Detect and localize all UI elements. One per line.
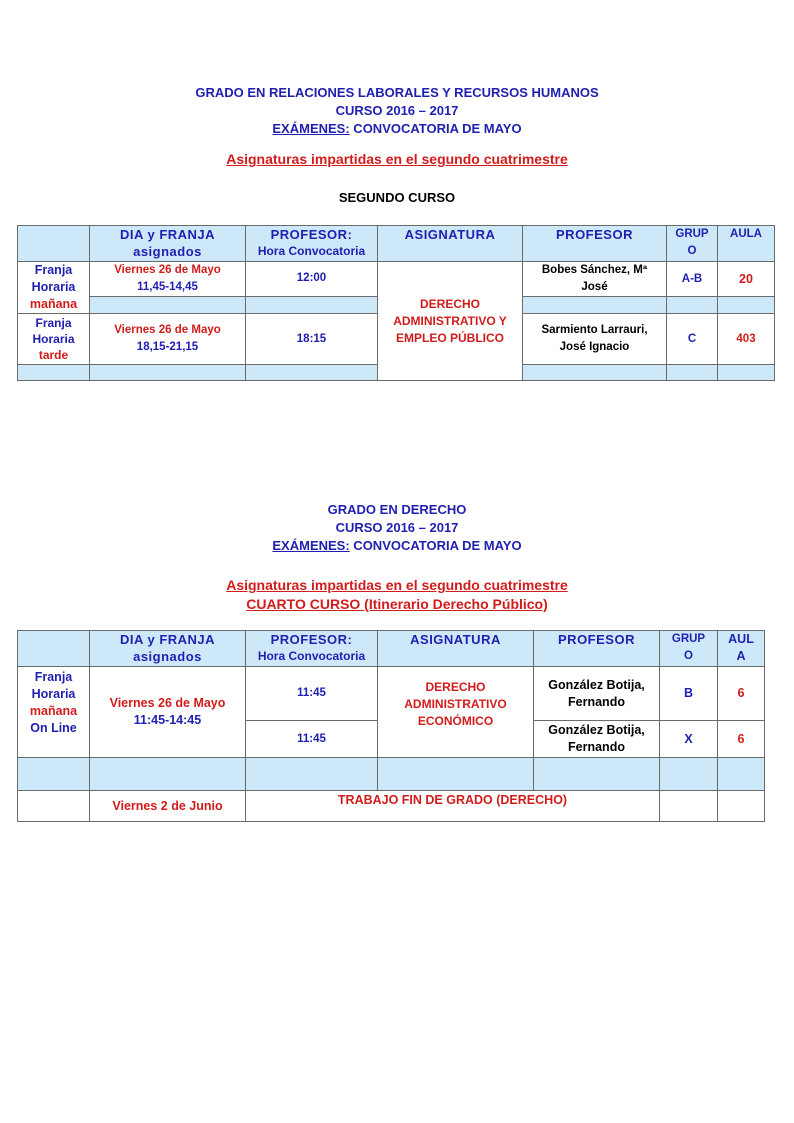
header-profesor: PROFESOR [523, 226, 667, 262]
franja-manana: Franja Horaria mañana [18, 262, 90, 314]
course-year: CURSO 2016 – 2017 [335, 520, 459, 535]
exam-line [0, 120, 794, 138]
franja-manana: Franja Horaria mañana On Line [18, 667, 90, 758]
subject-cell: DERECHO ADMINISTRATIVO Y EMPLEO PÚBLICO [378, 262, 523, 381]
room-cell: 6 [718, 667, 765, 721]
subjects-note [0, 576, 794, 594]
tfg-label-cell: TRABAJO FIN DE GRADO (DERECHO) [246, 791, 660, 822]
section1-header [0, 84, 794, 138]
group-cell: A-B [667, 262, 718, 297]
subjects-note-text: Asignaturas impartidas en el segundo cuatrimestre [226, 577, 568, 593]
section2-header [0, 501, 794, 555]
empty-cell [18, 365, 90, 381]
header-hora: PROFESOR: Hora Convocatoria [246, 631, 378, 667]
header-grupo: GRUP O [667, 226, 718, 262]
exam-date-cell: Viernes 26 de Mayo 11:45-14:45 [90, 667, 246, 758]
course-heading-text: CUARTO CURSO (Itinerario Derecho Público) [246, 596, 548, 612]
empty-cell [718, 758, 765, 791]
exam-line [0, 537, 794, 555]
table-row [18, 667, 765, 721]
professor-cell: Bobes Sánchez, Mª José [523, 262, 667, 297]
professor-cell: González Botija, Fernando [534, 721, 660, 758]
room-cell: 403 [718, 314, 775, 365]
empty-cell [718, 365, 775, 381]
empty-cell [90, 297, 246, 314]
exam-date-cell: Viernes 26 de Mayo 11,45-14,45 [90, 262, 246, 297]
empty-cell [18, 791, 90, 822]
empty-cell [523, 297, 667, 314]
header-hora: PROFESOR: Hora Convocatoria [246, 226, 378, 262]
empty-cell [660, 791, 718, 822]
empty-cell [667, 365, 718, 381]
exam-hour-cell: 12:00 [246, 262, 378, 297]
subjects-note-text: Asignaturas impartidas en el segundo cuatrimestre [226, 151, 568, 167]
degree-title: GRADO EN RELACIONES LABORALES Y RECURSOS HUMANOS [195, 85, 599, 100]
exam-convocatoria: CONVOCATORIA DE MAYO [349, 538, 522, 553]
course-year: CURSO 2016 – 2017 [335, 103, 459, 118]
professor-cell: Sarmiento Larrauri, José Ignacio [523, 314, 667, 365]
header-asignatura: ASIGNATURA [378, 631, 534, 667]
empty-cell [534, 758, 660, 791]
table-row-separator [18, 758, 765, 791]
empty-cell [246, 297, 378, 314]
exam-date-cell: Viernes 26 de Mayo 18,15-21,15 [90, 314, 246, 365]
exam-label: EXÁMENES: [272, 121, 350, 136]
empty-cell [523, 365, 667, 381]
header-grupo: GRUP O [660, 631, 718, 667]
degree-title: GRADO EN DERECHO [327, 502, 467, 517]
header-empty [18, 226, 90, 262]
tfg-date-cell: Viernes 2 de Junio [90, 791, 246, 822]
empty-cell [667, 297, 718, 314]
header-dia: DIA y FRANJA asignados [90, 631, 246, 667]
room-cell: 6 [718, 721, 765, 758]
group-cell: X [660, 721, 718, 758]
empty-cell [246, 365, 378, 381]
exam-label: EXÁMENES: [272, 538, 350, 553]
subject-cell: DERECHO ADMINISTRATIVO ECONÓMICO [378, 667, 534, 758]
exam-convocatoria: CONVOCATORIA DE MAYO [349, 121, 522, 136]
subjects-note [0, 150, 794, 168]
table-row-tfg [18, 791, 765, 822]
table-row [18, 262, 775, 297]
table-header-row [18, 631, 765, 667]
empty-cell [90, 365, 246, 381]
empty-cell [18, 758, 90, 791]
empty-cell [718, 791, 765, 822]
header-empty [18, 631, 90, 667]
franja-tarde: Franja Horaria tarde [18, 314, 90, 365]
header-profesor: PROFESOR [534, 631, 660, 667]
exam-table-derecho [17, 630, 765, 822]
header-aula: AUL A [718, 631, 765, 667]
header-dia: DIA y FRANJA asignados [90, 226, 246, 262]
exam-table-rrhh [17, 225, 775, 381]
header-aula: AULA [718, 226, 775, 262]
empty-cell [90, 758, 246, 791]
course-heading: SEGUNDO CURSO [338, 190, 456, 205]
empty-cell [660, 758, 718, 791]
empty-cell [246, 758, 378, 791]
exam-hour-cell: 11:45 [246, 721, 378, 758]
group-cell: C [667, 314, 718, 365]
course-heading [0, 595, 794, 613]
empty-cell [718, 297, 775, 314]
table-header-row [18, 226, 775, 262]
room-cell: 20 [718, 262, 775, 297]
empty-cell [378, 758, 534, 791]
exam-hour-cell: 18:15 [246, 314, 378, 365]
professor-cell: González Botija, Fernando [534, 667, 660, 721]
exam-hour-cell: 11:45 [246, 667, 378, 721]
header-asignatura: ASIGNATURA [378, 226, 523, 262]
group-cell: B [660, 667, 718, 721]
